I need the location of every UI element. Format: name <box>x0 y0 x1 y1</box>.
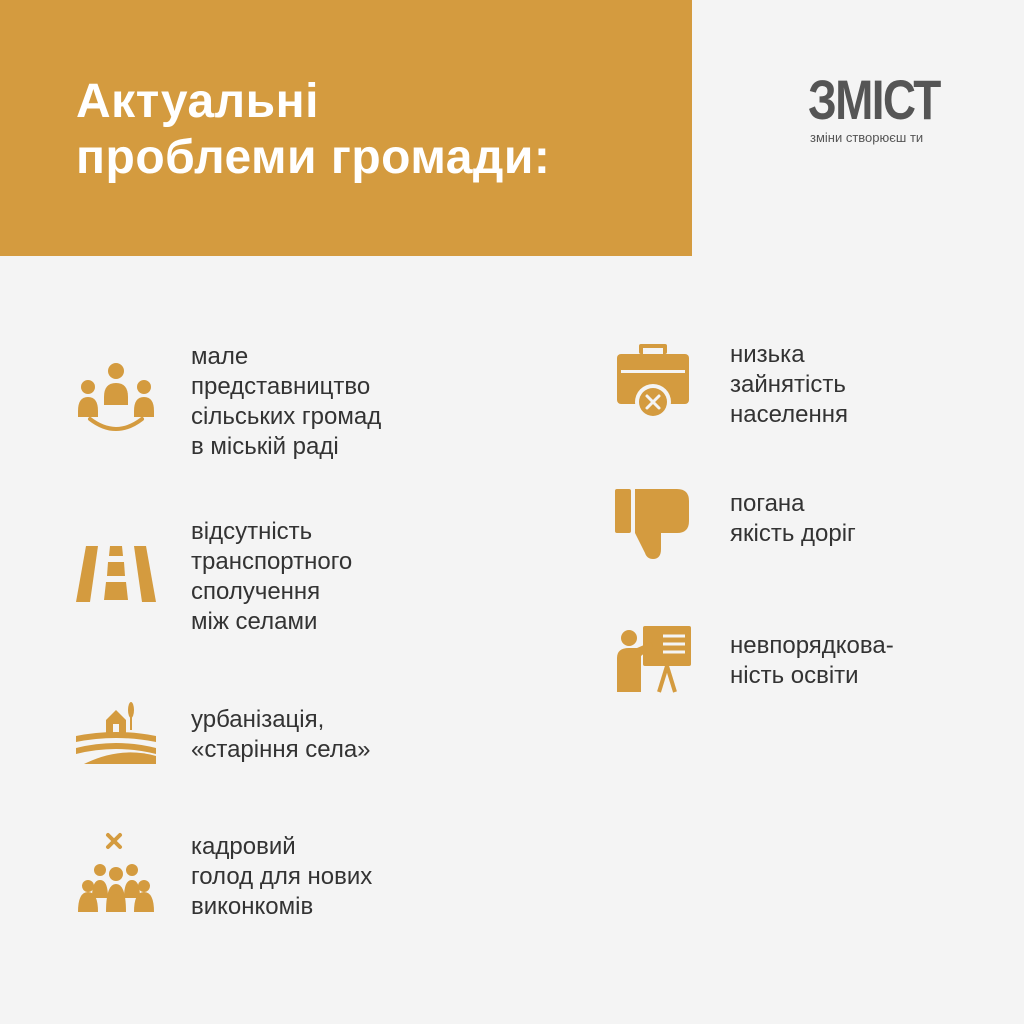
teacher-board-icon <box>613 624 693 704</box>
logo <box>808 70 958 150</box>
staff-shortage-icon <box>76 832 156 912</box>
thumbs-down-icon <box>613 487 693 567</box>
logo-tagline: зміни створюєш ти <box>810 130 924 145</box>
page-title <box>76 74 550 186</box>
problem-label: відсутність транспортного сполучення між селами <box>191 518 353 635</box>
problem-label: мале представництво сільських громад в міській раді <box>191 343 382 460</box>
logo-wordmark: ЗМІСТ <box>808 68 940 131</box>
title-line-2: проблеми громади: <box>76 131 551 184</box>
road-icon <box>76 542 156 622</box>
problem-label: урбанізація, «старіння села» <box>191 706 371 763</box>
title-line-1: Актуальні <box>76 75 319 128</box>
group-meeting-icon <box>76 357 156 437</box>
problem-label: погана якість доріг <box>730 490 856 547</box>
problem-label: низька зайнятість населення <box>730 341 849 428</box>
problem-label: невпорядкова- ність освіти <box>730 632 894 689</box>
header-block <box>0 0 692 256</box>
rural-house-icon <box>76 700 156 780</box>
briefcase-cross-icon <box>613 340 693 420</box>
problem-label: кадровий голод для нових виконкомів <box>191 833 373 920</box>
